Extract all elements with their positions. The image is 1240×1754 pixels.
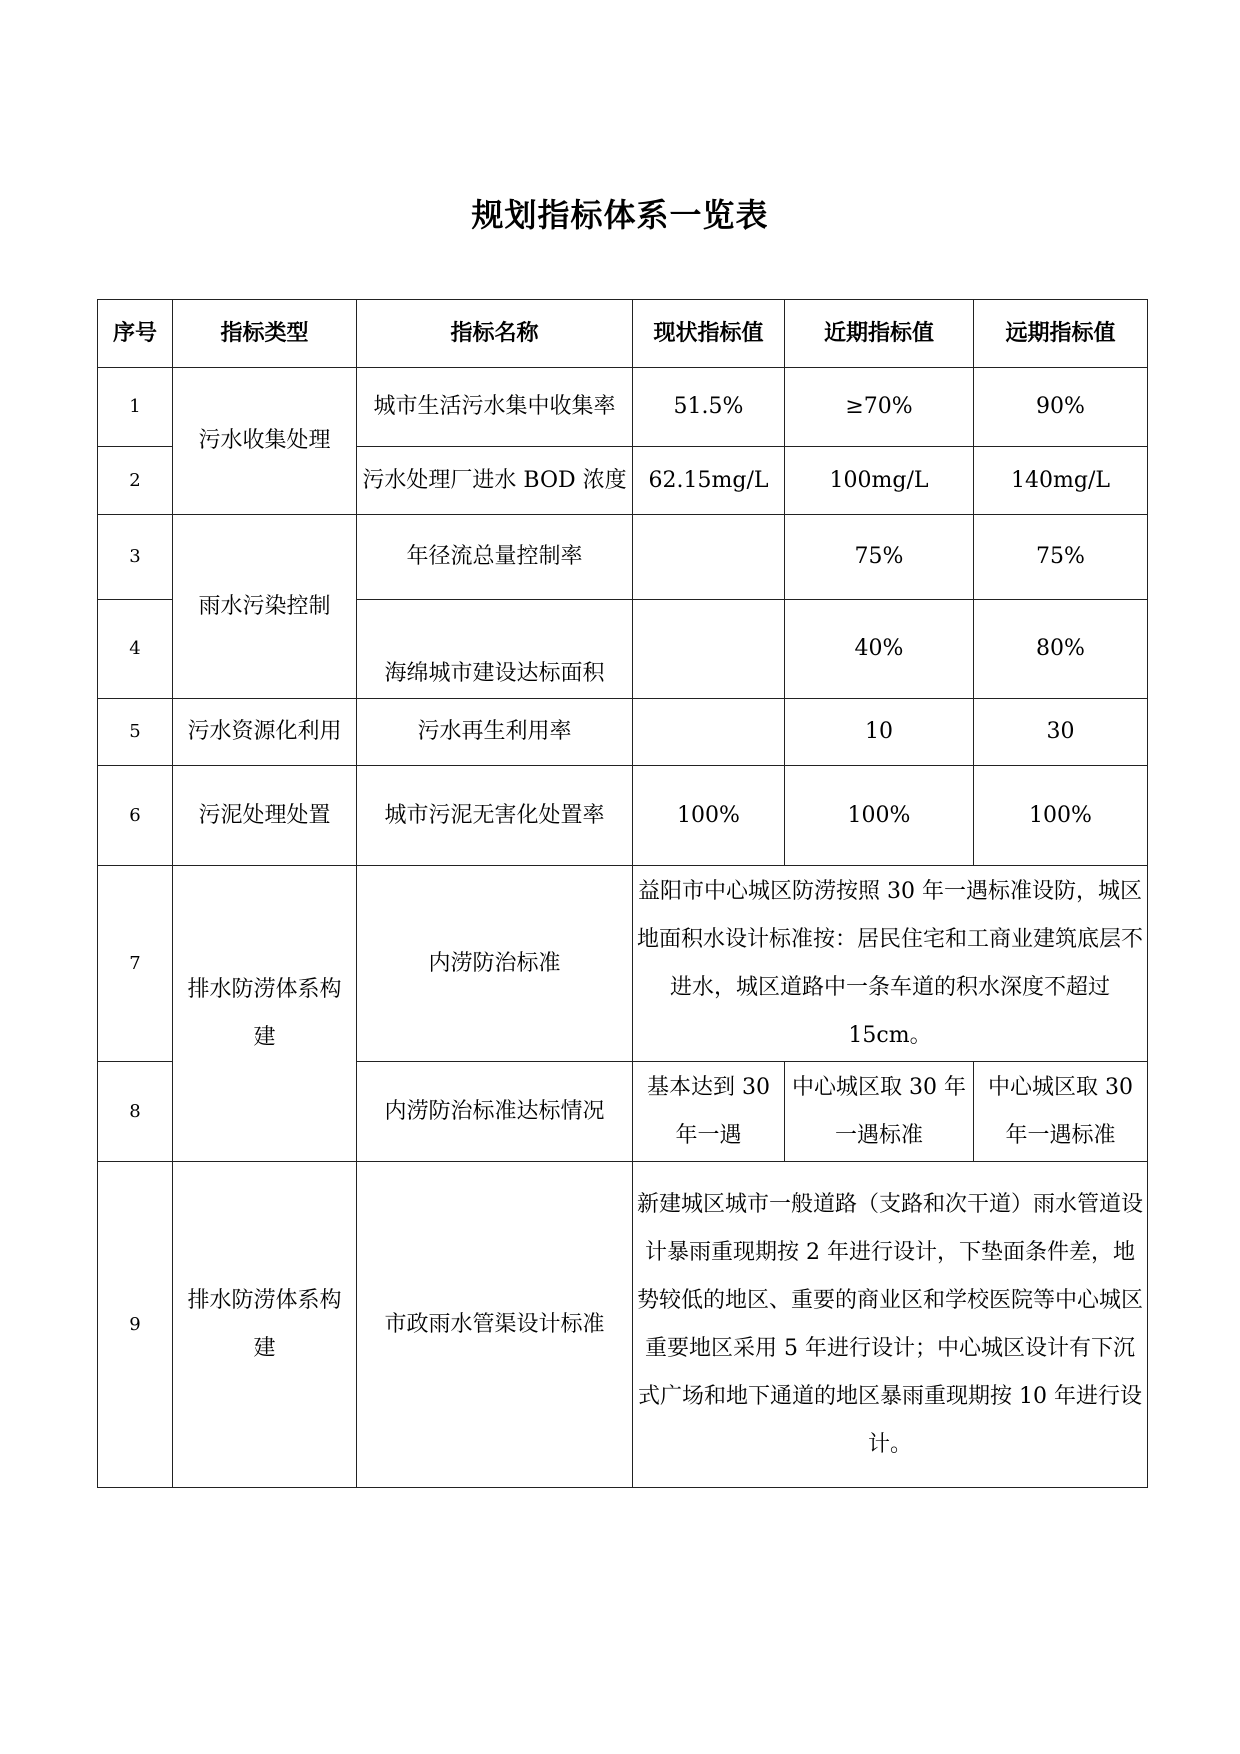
header-far: 远期指标值 bbox=[974, 300, 1148, 368]
near-term-value: 40% bbox=[785, 600, 974, 699]
near-term-value: 中心城区取 30 年一遇标准 bbox=[785, 1062, 974, 1162]
current-value: 基本达到 30 年一遇 bbox=[633, 1062, 785, 1162]
current-value bbox=[633, 515, 785, 600]
indicator-name: 污水再生利用率 bbox=[357, 699, 633, 766]
indicator-type: 污泥处理处置 bbox=[173, 766, 357, 866]
indicator-table bbox=[97, 299, 1148, 1488]
row-number: 1 bbox=[98, 368, 173, 447]
long-term-value: 140mg/L bbox=[974, 447, 1148, 515]
indicator-type: 雨水污染控制 bbox=[173, 515, 357, 699]
merged-standard-value: 新建城区城市一般道路（支路和次干道）雨水管道设计暴雨重现期按 2 年进行设计，下垫面条件差，地势较低的地区、重要的商业区和学校医院等中心城区重要地区采用 5 年进行设计；中心城区设计有下沉式广场和地下通道的地区暴雨重现期按 10 年进行设计。 bbox=[633, 1162, 1148, 1488]
indicator-type: 污水资源化利用 bbox=[173, 699, 357, 766]
current-value: 51.5% bbox=[633, 368, 785, 447]
current-value bbox=[633, 600, 785, 699]
indicator-name: 城市污泥无害化处置率 bbox=[357, 766, 633, 866]
table-row bbox=[98, 1162, 1148, 1488]
long-term-value: 100% bbox=[974, 766, 1148, 866]
indicator-name: 海绵城市建设达标面积 bbox=[357, 600, 633, 699]
row-number: 7 bbox=[98, 866, 173, 1062]
near-term-value: ≥70% bbox=[785, 368, 974, 447]
current-value: 62.15mg/L bbox=[633, 447, 785, 515]
table-row bbox=[98, 515, 1148, 600]
page-title: 规划指标体系一览表 bbox=[471, 196, 769, 234]
indicator-name: 年径流总量控制率 bbox=[357, 515, 633, 600]
row-number: 4 bbox=[98, 600, 173, 699]
indicator-name: 内涝防治标准达标情况 bbox=[357, 1062, 633, 1162]
current-value bbox=[633, 699, 785, 766]
row-number: 6 bbox=[98, 766, 173, 866]
indicator-name: 内涝防治标准 bbox=[357, 866, 633, 1062]
long-term-value: 30 bbox=[974, 699, 1148, 766]
header-name: 指标名称 bbox=[357, 300, 633, 368]
table-row bbox=[98, 368, 1148, 447]
near-term-value: 10 bbox=[785, 699, 974, 766]
indicator-name: 市政雨水管渠设计标准 bbox=[357, 1162, 633, 1488]
row-number: 2 bbox=[98, 447, 173, 515]
indicator-type: 排水防涝体系构建 bbox=[173, 1162, 357, 1488]
indicator-type: 排水防涝体系构建 bbox=[173, 866, 357, 1162]
row-number: 3 bbox=[98, 515, 173, 600]
header-current: 现状指标值 bbox=[633, 300, 785, 368]
header-near: 近期指标值 bbox=[785, 300, 974, 368]
indicator-name: 污水处理厂进水 BOD 浓度 bbox=[357, 447, 633, 515]
row-number: 8 bbox=[98, 1062, 173, 1162]
table-row bbox=[98, 866, 1148, 1062]
table-header-row bbox=[98, 300, 1148, 368]
long-term-value: 90% bbox=[974, 368, 1148, 447]
long-term-value: 中心城区取 30 年一遇标准 bbox=[974, 1062, 1148, 1162]
long-term-value: 80% bbox=[974, 600, 1148, 699]
header-num: 序号 bbox=[98, 300, 173, 368]
current-value: 100% bbox=[633, 766, 785, 866]
indicator-type: 污水收集处理 bbox=[173, 368, 357, 515]
indicator-name: 城市生活污水集中收集率 bbox=[357, 368, 633, 447]
long-term-value: 75% bbox=[974, 515, 1148, 600]
row-number: 5 bbox=[98, 699, 173, 766]
merged-standard-value: 益阳市中心城区防涝按照 30 年一遇标准设防，城区地面积水设计标准按：居民住宅和工商业建筑底层不进水，城区道路中一条车道的积水深度不超过 15cm。 bbox=[633, 866, 1148, 1062]
header-type: 指标类型 bbox=[173, 300, 357, 368]
table-row bbox=[98, 699, 1148, 766]
near-term-value: 100% bbox=[785, 766, 974, 866]
near-term-value: 75% bbox=[785, 515, 974, 600]
table-row bbox=[98, 766, 1148, 866]
near-term-value: 100mg/L bbox=[785, 447, 974, 515]
row-number: 9 bbox=[98, 1162, 173, 1488]
